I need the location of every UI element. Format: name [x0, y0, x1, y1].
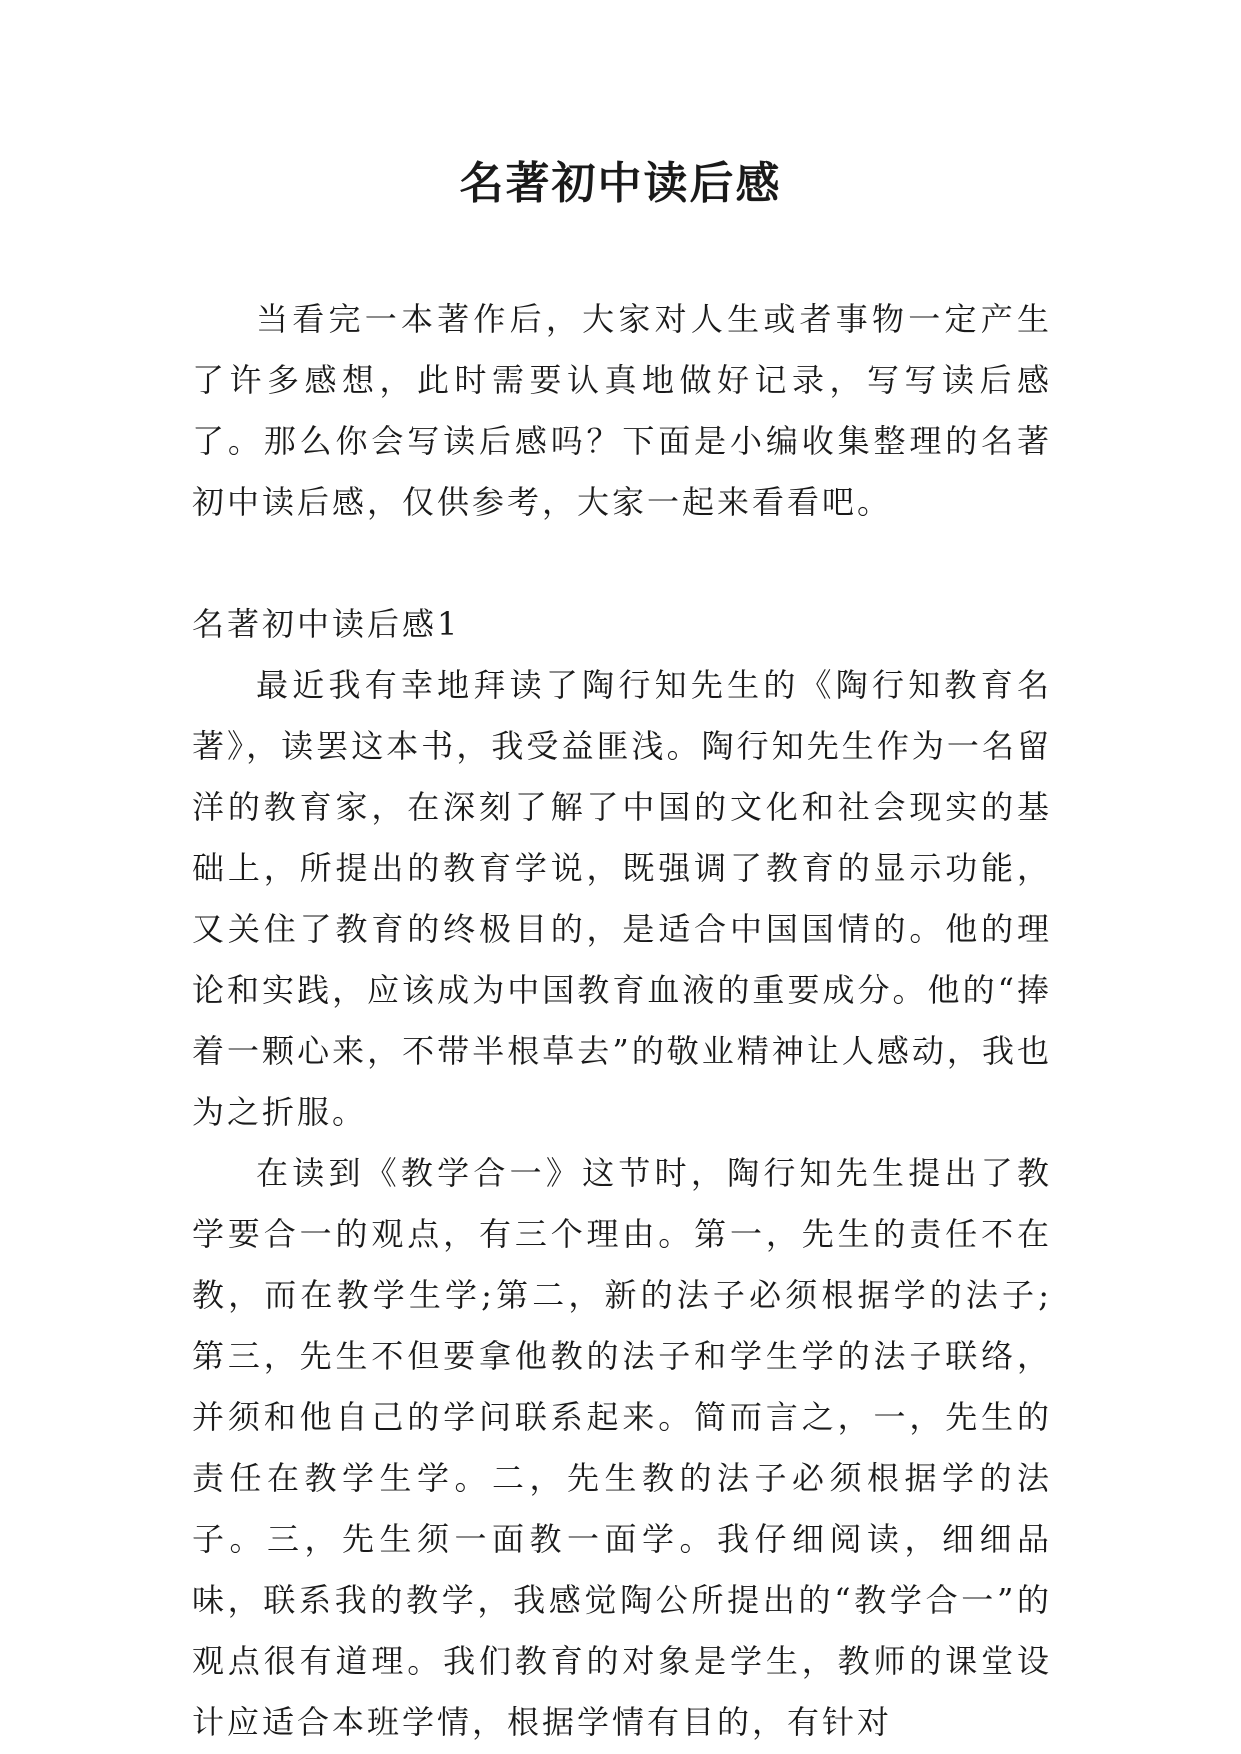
body-paragraph-2: 在读到《教学合一》这节时，陶行知先生提出了教学要合一的观点，有三个理由。第一，先生的责任不在教，而在教学生学;第二，新的法子必须根据学的法子;第三，先生不但要拿他教的法子和学生学的法子联络，并须和他自己的学问联系起来。简而言之，一，先生的责任在教学生学。二，先生教的法子必须根据学的法子。三，先生须一面教一面学。我仔细阅读，细细品味，联系我的教学，我感觉陶公所提出的“教学合一”的观点很有道理。我们教育的对象是学生，教师的课堂设计应适合本班学情，根据学情有目的，有针对 [192, 1154, 1052, 1741]
document-title: 名著初中读后感 [459, 158, 782, 209]
section-heading: 名著初中读后感1 [192, 605, 461, 643]
paragraph-gap [192, 533, 1052, 594]
intro-paragraph: 当看完一本著作后，大家对人生或者事物一定产生了许多感想，此时需要认真地做好记录，写写读后感了。那么你会写读后感吗？下面是小编收集整理的名著初中读后感，仅供参考，大家一起来看看吧。 [192, 300, 1052, 521]
document-body [192, 289, 1052, 1753]
body-paragraph-1: 最近我有幸地拜读了陶行知先生的《陶行知教育名著》，读罢这本书，我受益匪浅。陶行知先生作为一名留洋的教育家，在深刻了解了中国的文化和社会现实的基础上，所提出的教育学说，既强调了教育的显示功能，又关住了教育的终极目的，是适合中国国情的。他的理论和实践，应该成为中国教育血液的重要成分。他的“捧着一颗心来，不带半根草去”的敬业精神让人感动，我也为之折服。 [192, 666, 1052, 1131]
